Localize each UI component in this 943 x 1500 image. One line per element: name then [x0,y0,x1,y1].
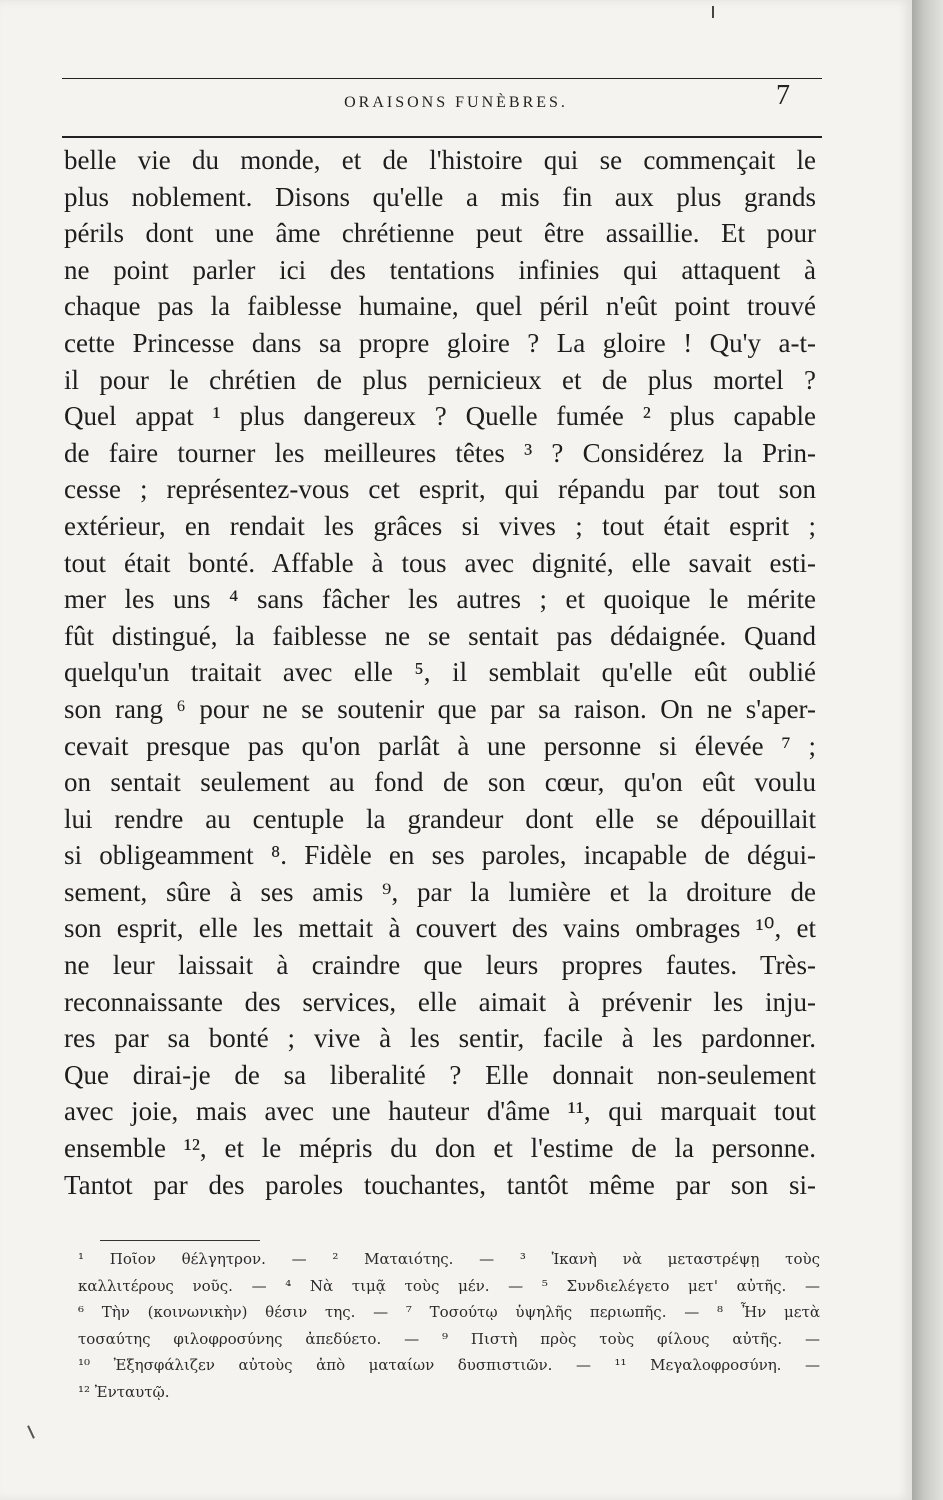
text-line: mer les uns ⁴ sans fâcher les autres ; et quoique le mérite [64,584,816,615]
footnote-rule [100,1240,260,1241]
text-line: sement, sûre à ses amis ⁹, par la lumière et la droiture de [64,876,816,907]
text-line: son rang ⁶ pour ne se soutenir que par sa raison. On ne s'aper- [64,693,816,724]
text-line: cette Princesse dans sa propre gloire ? La gloire ! Qu'y a-t- [64,327,816,358]
ink-mark [27,1425,35,1439]
page-number: 7 [776,80,790,111]
text-line: chaque pas la faiblesse humaine, quel péril n'eût point trouvé [64,291,816,322]
text-line: extérieur, en rendait les grâces si vives ; tout était esprit ; [64,510,816,541]
running-title: ORAISONS FUNÈBRES. [344,94,568,111]
text-line: il pour le chrétien de plus pernicieux et de plus mortel ? [64,364,816,395]
footnote-line: ⁶ Τὴν (κοινωνικὴν) θέσιν της. — ⁷ Τοσούτῳ ὑψηλῆς περιωπῆς. — ⁸ Ἦν μετὰ [78,1303,820,1321]
text-line: cevait presque pas qu'on parlât à une personne si élevée ⁷ ; [64,730,816,761]
text-line: périls dont une âme chrétienne peut être assaillie. Et pour [64,218,816,249]
text-line: ensemble ¹², et le mépris du don et l'estime de la personne. [64,1133,816,1164]
text-line: son esprit, elle les mettait à couvert des vains ombrages ¹⁰, et [64,913,816,944]
page-edge [912,0,943,1500]
text-line: cesse ; représentez-vous cet esprit, qui répandu par tout son [64,474,816,505]
text-line: belle vie du monde, et de l'histoire qui se commençait le [64,145,816,175]
text-line: Quel appat ¹ plus dangereux ? Quelle fumée ² plus capable [64,401,816,432]
text-line: si obligeamment ⁸. Fidèle en ses paroles, incapable de dégui- [64,840,816,871]
ink-mark [712,6,714,18]
text-line: Tantot par des paroles touchantes, tantôt même par son si- [64,1169,816,1200]
header-rule-top [62,78,822,79]
text-line: de faire tourner les meilleures têtes ³ ? Considérez la Prin- [64,437,816,468]
text-line: lui rendre au centuple la grandeur dont elle se dépouillait [64,803,816,834]
text-line: Que dirai-je de sa liberalité ? Elle donnait non-seulement [64,1059,816,1090]
text-line: ne point parler ici des tentations infinies qui attaquent à [64,254,816,285]
text-line: reconnaissante des services, elle aimait à prévenir les inju- [64,986,816,1017]
text-line: on sentait seulement au fond de son cœur, qu'on eût voulu [64,767,816,798]
header-rule-bottom [62,136,822,138]
text-line: ne leur laissait à craindre que leurs propres fautes. Très- [64,950,816,981]
footnote-line: καλλιτέρους νοῦς. — ⁴ Νὰ τιμᾷ τοὺς μέν. — ⁵ Συνδιελέγετο μετ' αὐτῆς. — [78,1276,820,1295]
text-line: plus noblement. Disons qu'elle a mis fin aux plus grands [64,181,816,212]
text-line: avec joie, mais avec une hauteur d'âme ¹¹, qui marquait tout [64,1096,816,1127]
footnote-line: τοσαύτης φιλοφροσύνης ἀπεδύετο. — ⁹ Πιστὴ πρὸς τοὺς φίλους αὐτῆς. — [78,1329,820,1348]
footnote-line: ¹⁰ Ἐξησφάλιζεν αὐτοὺς ἀπὸ ματαίων δυσπιστιῶν. — ¹¹ Μεγαλοφροσύνη. — [78,1356,820,1374]
text-line: quelqu'un traitait avec elle ⁵, il semblait qu'elle eût oublié [64,657,816,688]
footnote-line: ¹² Ἐνταυτῷ. [78,1382,170,1401]
text-line: res par sa bonté ; vive à les sentir, facile à les pardonner. [64,1023,816,1054]
text-line: tout était bonté. Affable à tous avec dignité, elle savait esti- [64,547,816,578]
body-text [64,142,816,1203]
text-line: fût distingué, la faiblesse ne se sentait pas dédaignée. Quand [64,620,816,651]
footnote-line: ¹ Ποῖον θέλγητρον. — ² Ματαιότης. — ³ Ἱκανὴ νὰ μεταστρέψῃ τοὺς [78,1250,820,1268]
footnotes [78,1246,820,1405]
